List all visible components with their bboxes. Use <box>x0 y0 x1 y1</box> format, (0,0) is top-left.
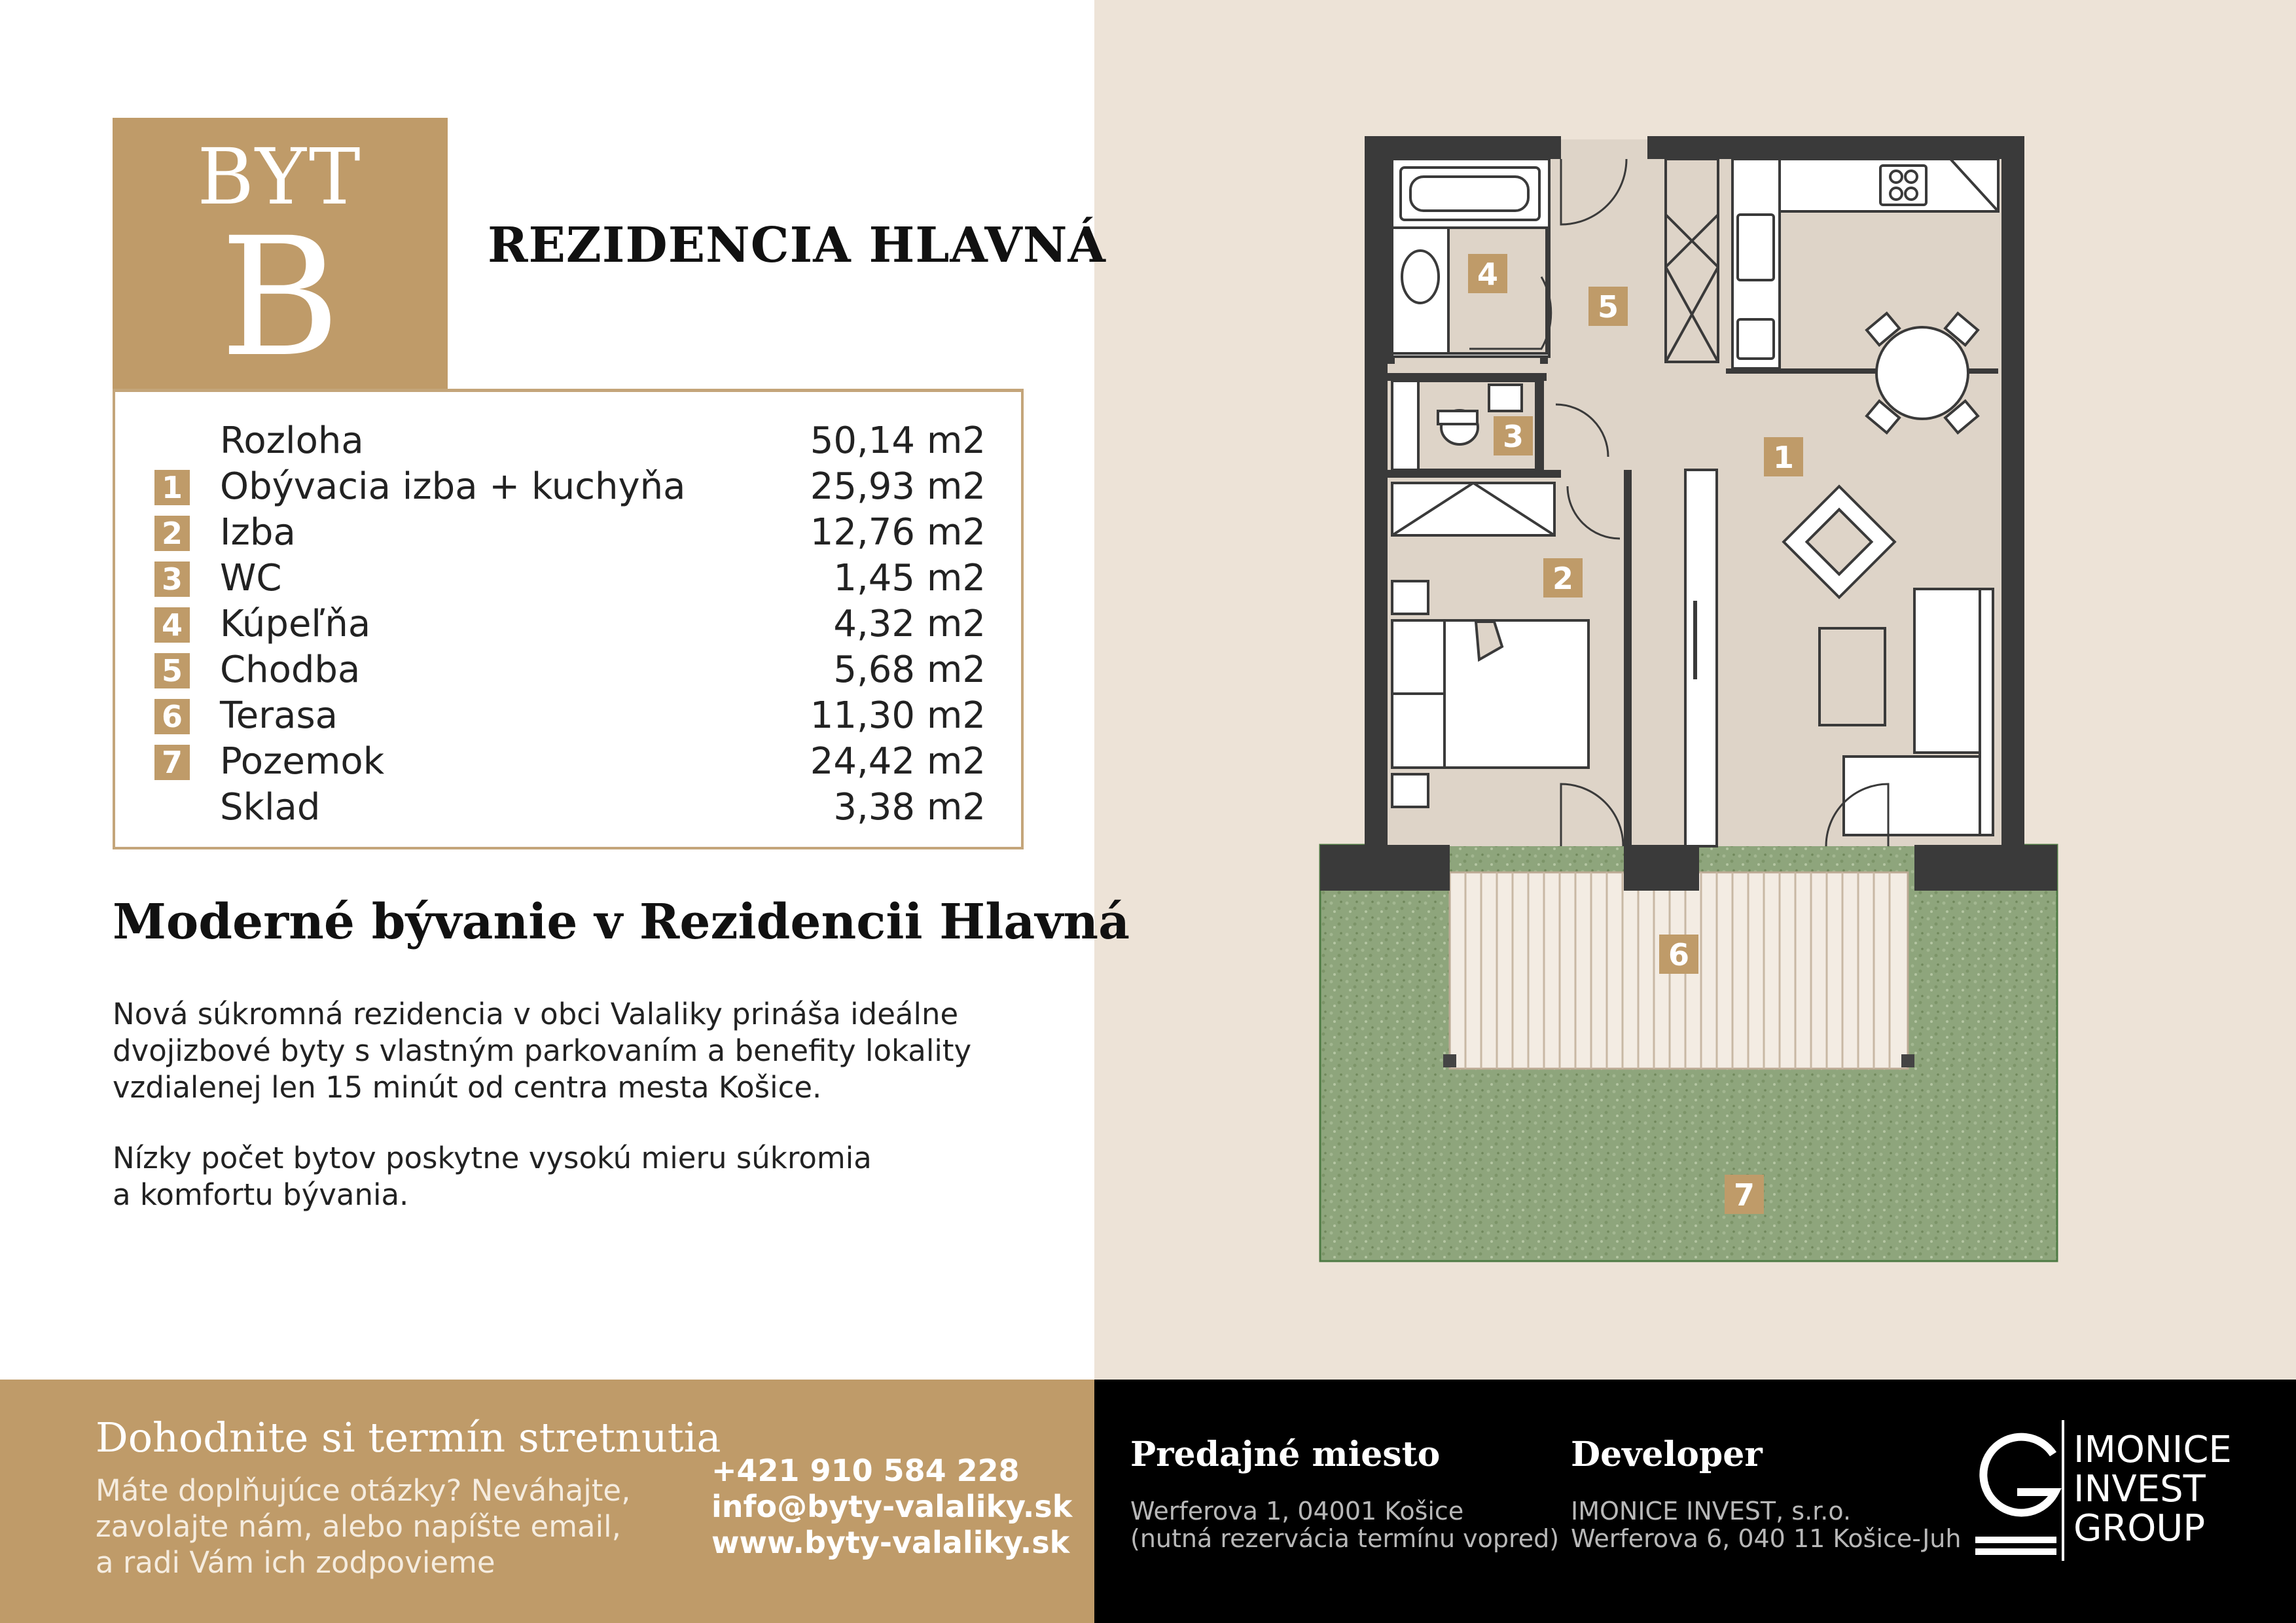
area-value: 12,76 m2 <box>810 511 986 554</box>
svg-text:7: 7 <box>1733 1177 1755 1213</box>
area-row-4 <box>154 601 986 647</box>
area-row-2 <box>154 510 986 556</box>
area-value: 1,45 m2 <box>833 557 986 599</box>
area-label: Rozloha <box>220 419 364 462</box>
text-line: Werferova 6, 040 11 Košice-Juh <box>1571 1524 1962 1553</box>
room-number-badge: 2 <box>154 516 190 551</box>
area-row-3 <box>154 556 986 601</box>
area-row-5 <box>154 647 986 693</box>
text-line: Werferova 1, 04001 Košice <box>1130 1497 1464 1525</box>
room-number-badge: 7 <box>154 745 190 780</box>
text-line: (nutná rezervácia termínu vopred) <box>1130 1524 1560 1553</box>
room-number-1 <box>1764 437 1803 476</box>
area-row-7 <box>154 739 986 785</box>
room-number-3 <box>1494 416 1533 455</box>
room-number-4 <box>1468 254 1507 293</box>
room-number-badge: 6 <box>154 699 190 734</box>
text-line: GROUP <box>2073 1507 2206 1550</box>
area-label: Pozemok <box>220 740 385 783</box>
area-row-storage <box>154 785 986 830</box>
unit-word: BYT <box>197 132 363 222</box>
phone-link[interactable]: +421 910 584 228 <box>711 1453 1020 1488</box>
area-value: 11,30 m2 <box>810 694 986 737</box>
area-label: WC <box>220 557 282 599</box>
unit-letter: B <box>220 202 340 393</box>
room-number-5 <box>1588 287 1628 326</box>
area-row-1 <box>154 464 986 510</box>
room-number-badge: 4 <box>154 607 190 643</box>
brand-name <box>2073 1431 2232 1548</box>
text-line: dvojizbové byty s vlastným parkovaním a benefity lokality <box>113 1033 972 1068</box>
description-paragraph-2 <box>113 1140 1062 1213</box>
svg-text:5: 5 <box>1597 289 1619 325</box>
text-line: a komfortu bývania. <box>113 1177 409 1212</box>
contact-title: Dohodnite si termín stretnutia <box>96 1414 721 1461</box>
description-paragraph-1 <box>113 996 1062 1106</box>
floor-plan <box>1312 130 2065 1281</box>
brand-divider <box>2062 1420 2064 1561</box>
text-line: Máte doplňujúce otázky? Neváhajte, <box>96 1473 631 1508</box>
contact-text <box>96 1472 711 1580</box>
area-label: Izba <box>220 511 296 554</box>
svg-text:4: 4 <box>1477 257 1499 292</box>
room-number-2 <box>1543 558 1583 597</box>
hallway-wardrobe <box>1666 159 1718 362</box>
partition-wall <box>1685 470 1717 846</box>
area-label: Sklad <box>220 786 321 829</box>
text-line: Nová súkromná rezidencia v obci Valaliky prináša ideálne <box>113 997 959 1031</box>
area-label: Obývacia izba + kuchyňa <box>220 465 686 508</box>
developer-address <box>1571 1497 1961 1552</box>
text-line: a radi Vám ich zodpovieme <box>96 1545 495 1580</box>
area-value: 25,93 m2 <box>810 465 986 508</box>
text-line: vzdialenej len 15 minút od centra mesta Košice. <box>113 1070 822 1105</box>
area-value: 24,42 m2 <box>810 740 986 783</box>
room-number-badge: 5 <box>154 653 190 688</box>
brand-logo-icon <box>1971 1427 2070 1558</box>
text-line: IMONICE INVEST, s.r.o. <box>1571 1497 1852 1525</box>
website-link[interactable]: www.byty-valaliky.sk <box>711 1525 1070 1560</box>
text-line: Nízky počet bytov poskytne vysokú mieru súkromia <box>113 1141 872 1175</box>
residence-title: REZIDENCIA HLAVNÁ <box>488 217 1106 274</box>
room-number-7 <box>1725 1175 1764 1214</box>
svg-text:1: 1 <box>1772 440 1795 475</box>
developer-title: Developer <box>1571 1435 1763 1474</box>
area-label: Kúpeľňa <box>220 603 371 645</box>
area-value: 4,32 m2 <box>833 603 986 645</box>
svg-text:6: 6 <box>1668 937 1690 972</box>
headline: Moderné bývanie v Rezidencii Hlavná <box>113 894 1130 950</box>
area-table <box>113 389 1024 849</box>
room-number-6 <box>1659 935 1698 974</box>
unit-badge <box>113 118 448 393</box>
text-line: zavolajte nám, alebo napíšte email, <box>96 1509 621 1544</box>
svg-text:3: 3 <box>1502 419 1524 454</box>
svg-text:2: 2 <box>1552 561 1574 596</box>
text-line: INVEST <box>2073 1468 2206 1510</box>
room-number-badge: 1 <box>154 470 190 505</box>
contact-details <box>711 1453 1072 1561</box>
area-row-6 <box>154 693 986 739</box>
area-row-total <box>154 418 986 464</box>
area-label: Chodba <box>220 649 361 691</box>
dining-table <box>1867 313 1978 433</box>
area-label: Terasa <box>220 694 338 737</box>
email-link[interactable]: info@byty-valaliky.sk <box>711 1489 1073 1524</box>
room-number-badge: 3 <box>154 562 190 597</box>
sales-point-address <box>1130 1497 1559 1552</box>
area-value: 3,38 m2 <box>833 786 986 829</box>
area-value: 50,14 m2 <box>810 419 986 462</box>
text-line: IMONICE <box>2073 1429 2232 1471</box>
area-value: 5,68 m2 <box>833 649 986 691</box>
sales-point-title: Predajné miesto <box>1130 1435 1441 1474</box>
door-handle <box>1693 601 1697 679</box>
